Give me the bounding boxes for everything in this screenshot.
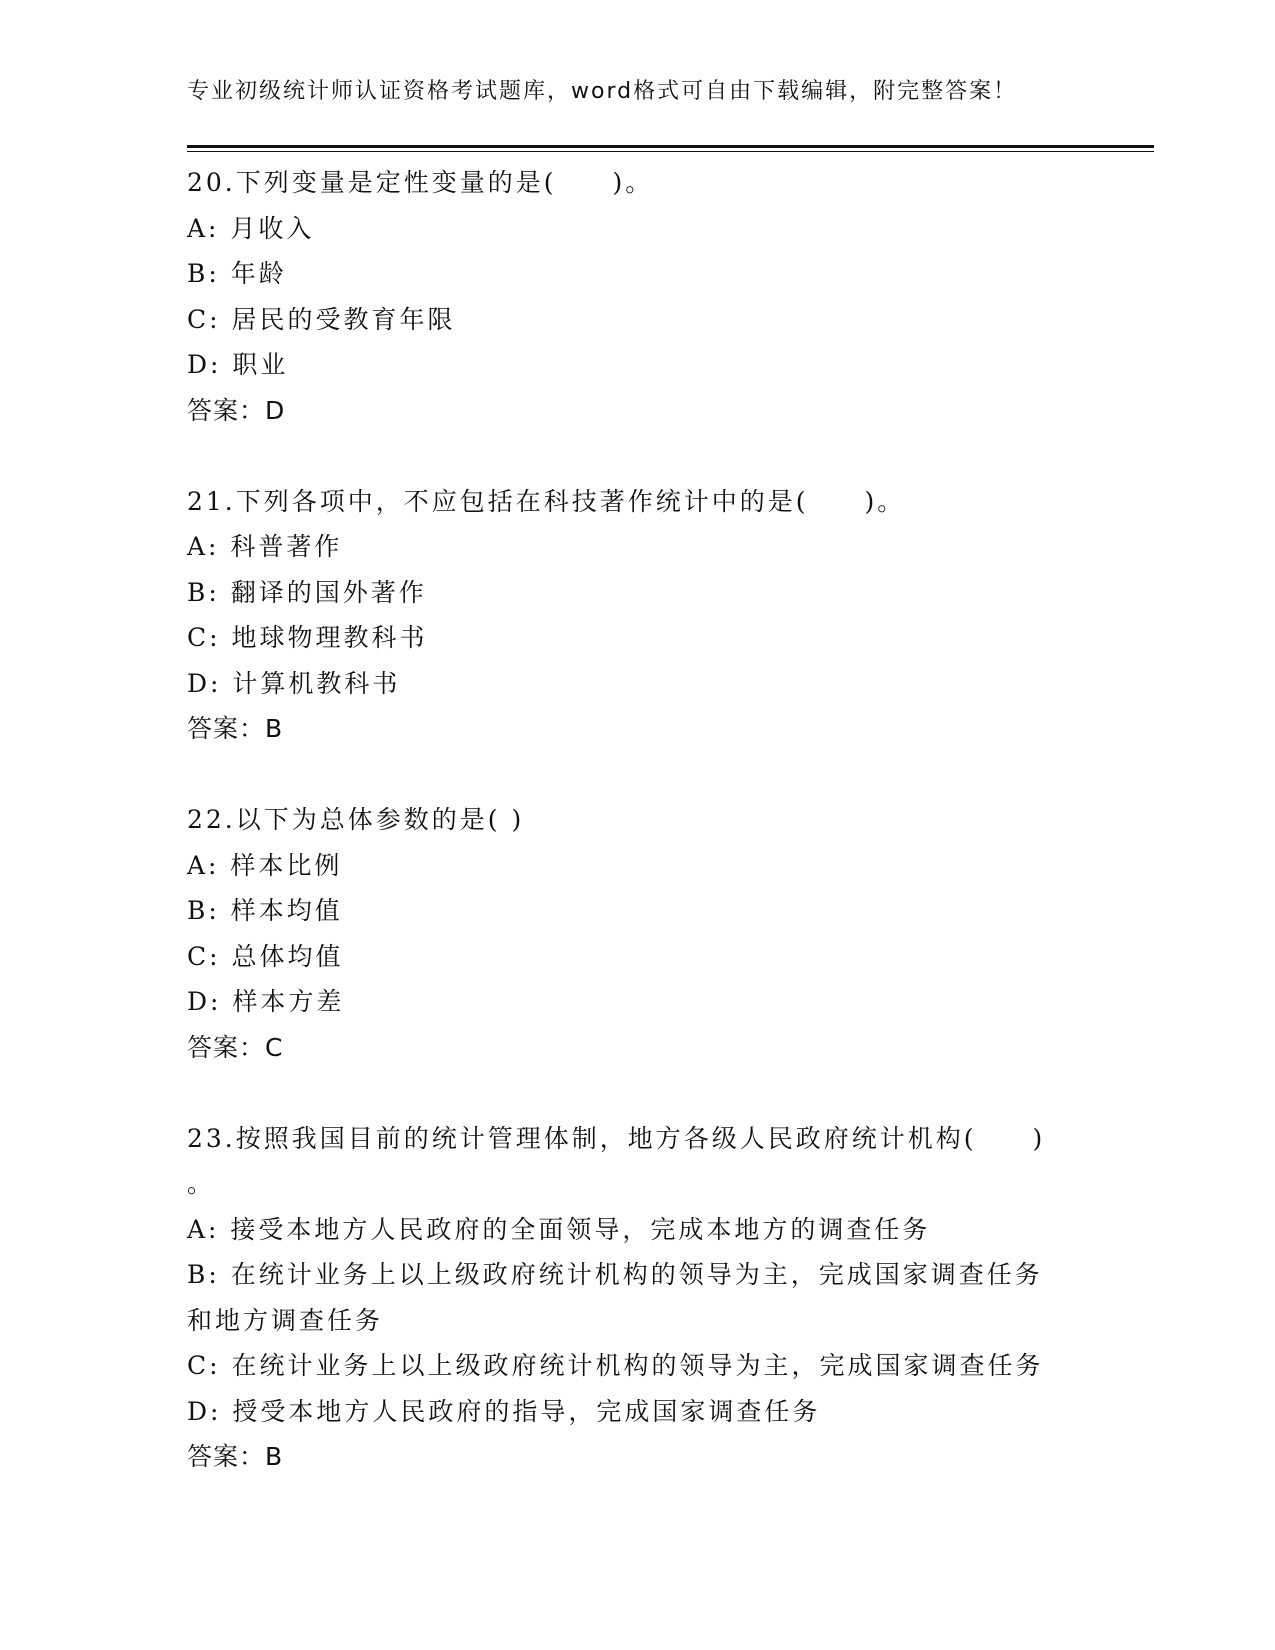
answer: 答案：C xyxy=(187,1032,284,1062)
option-d: D: 样本方差 xyxy=(187,987,345,1016)
spacer xyxy=(187,752,1087,798)
option-d: D: 职业 xyxy=(187,350,289,379)
option-a: A: 科普著作 xyxy=(187,532,343,561)
spacer xyxy=(187,433,1087,479)
option-b-continuation: 和地方调查任务 xyxy=(187,1305,384,1335)
header-rule-thin xyxy=(187,151,1154,152)
option-c: C: 居民的受教育年限 xyxy=(187,304,456,334)
question-stem-continuation: 。 xyxy=(187,1169,216,1198)
question-list xyxy=(187,160,1087,1480)
header-rule-thick xyxy=(187,145,1154,148)
question-20 xyxy=(187,160,1087,433)
question-stem: 23.按照我国目前的统计管理体制，地方各级人民政府统计机构( ) xyxy=(187,1123,1046,1153)
option-b: B: 翻译的国外著作 xyxy=(187,577,427,607)
answer: 答案：B xyxy=(187,714,284,743)
question-stem: 22.以下为总体参数的是( ) xyxy=(187,805,525,834)
option-a: A: 接受本地方人民政府的全面领导，完成本地方的调查任务 xyxy=(187,1214,931,1244)
option-b: B: 样本均值 xyxy=(187,896,343,925)
option-a: A: 月收入 xyxy=(187,213,315,243)
option-c: C: 总体均值 xyxy=(187,941,344,971)
spacer xyxy=(187,1070,1087,1116)
option-c: C: 地球物理教科书 xyxy=(187,623,428,652)
answer: 答案：D xyxy=(187,395,286,425)
page-header: 专业初级统计师认证资格考试题库，word格式可自由下载编辑，附完整答案！ xyxy=(187,79,1018,104)
option-d: D: 计算机教科书 xyxy=(187,668,401,698)
question-stem: 21.下列各项中，不应包括在科技著作统计中的是( )。 xyxy=(187,486,906,516)
option-c: C: 在统计业务上以上级政府统计机构的领导为主，完成国家调查任务 xyxy=(187,1351,1044,1380)
option-d: D: 授受本地方人民政府的指导，完成国家调查任务 xyxy=(187,1396,821,1426)
option-b: B: 年龄 xyxy=(187,259,287,288)
option-b: B: 在统计业务上以上级政府统计机构的领导为主，完成国家调查任务 xyxy=(187,1260,1043,1289)
question-23 xyxy=(187,1116,1087,1480)
option-a: A: 样本比例 xyxy=(187,850,343,880)
question-21 xyxy=(187,479,1087,752)
question-stem: 20.下列变量是定性变量的是( )。 xyxy=(187,168,654,197)
question-22 xyxy=(187,797,1087,1070)
answer: 答案：B xyxy=(187,1442,284,1471)
